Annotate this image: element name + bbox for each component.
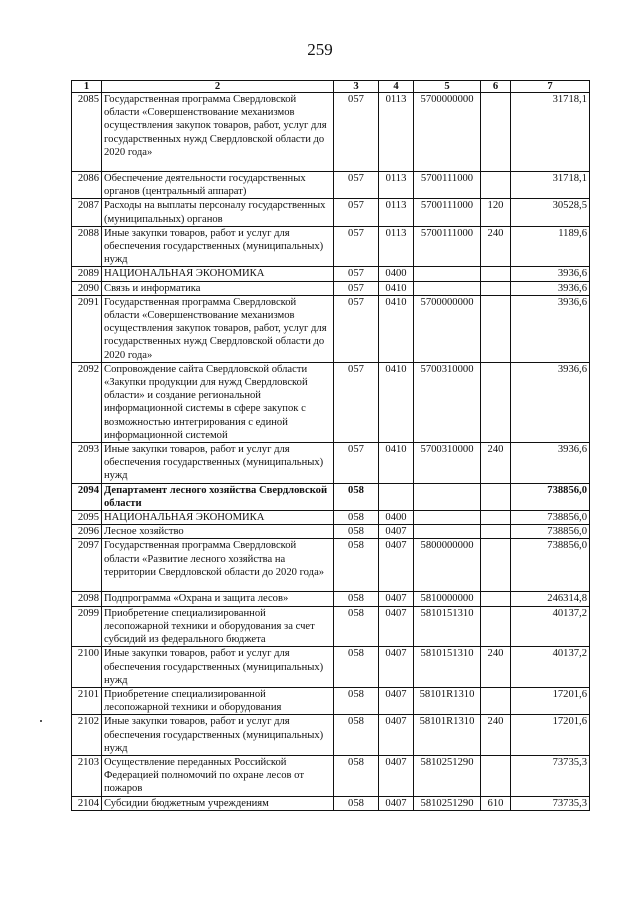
amount-cell: 3936,6 — [511, 362, 590, 442]
row-number-cell: 2089 — [72, 267, 102, 281]
row-number-cell: 2085 — [72, 93, 102, 172]
amount-cell: 73735,3 — [511, 755, 590, 796]
row-number-cell: 2087 — [72, 199, 102, 226]
department-code-cell: 058 — [334, 796, 379, 810]
expense-type-cell — [481, 295, 511, 362]
table-row — [72, 592, 590, 606]
section-code-cell: 0113 — [379, 172, 414, 199]
amount-cell: 246314,8 — [511, 592, 590, 606]
expense-type-cell — [481, 687, 511, 714]
department-code-cell: 057 — [334, 93, 379, 172]
department-code-cell: 057 — [334, 443, 379, 484]
target-article-cell: 5700310000 — [414, 443, 481, 484]
section-code-cell: 0407 — [379, 796, 414, 810]
row-number-cell: 2093 — [72, 443, 102, 484]
target-article-cell: 5810251290 — [414, 796, 481, 810]
department-code-cell: 058 — [334, 525, 379, 539]
expense-name-cell: НАЦИОНАЛЬНАЯ ЭКОНОМИКА — [102, 511, 334, 525]
amount-cell: 30528,5 — [511, 199, 590, 226]
section-code-cell: 0407 — [379, 687, 414, 714]
target-article-cell — [414, 511, 481, 525]
expense-type-cell — [481, 281, 511, 295]
row-number-cell: 2104 — [72, 796, 102, 810]
table-row — [72, 483, 590, 510]
row-number-cell: 2092 — [72, 362, 102, 442]
expense-name-cell: Приобретение специализированной лесопожарной техники и оборудования за счет субсидий из федерального бюджета — [102, 606, 334, 647]
department-code-cell: 057 — [334, 199, 379, 226]
expense-type-cell — [481, 755, 511, 796]
amount-cell: 31718,1 — [511, 172, 590, 199]
section-code-cell: 0410 — [379, 295, 414, 362]
expense-name-cell: Иные закупки товаров, работ и услуг для обеспечения государственных (муниципальных) нужд — [102, 715, 334, 756]
expense-name-cell: Государственная программа Свердловской области «Совершенствование механизмов осуществления закупок товаров, работ, услуг для государственных нужд Свердловской области до 2020 года» — [102, 295, 334, 362]
department-code-cell: 058 — [334, 687, 379, 714]
target-article-cell: 5800000000 — [414, 539, 481, 592]
row-number-cell: 2100 — [72, 647, 102, 688]
expense-name-cell: НАЦИОНАЛЬНАЯ ЭКОНОМИКА — [102, 267, 334, 281]
row-number-cell: 2102 — [72, 715, 102, 756]
section-code-cell: 0407 — [379, 606, 414, 647]
expense-type-cell — [481, 592, 511, 606]
table-row — [72, 281, 590, 295]
amount-cell: 738856,0 — [511, 511, 590, 525]
expense-type-cell: 120 — [481, 199, 511, 226]
table-row — [72, 199, 590, 226]
expense-type-cell: 610 — [481, 796, 511, 810]
expense-name-cell: Приобретение специализированной лесопожарной техники и оборудования — [102, 687, 334, 714]
target-article-cell: 5700000000 — [414, 93, 481, 172]
target-article-cell: 5700111000 — [414, 172, 481, 199]
amount-cell: 40137,2 — [511, 606, 590, 647]
expense-name-cell: Связь и информатика — [102, 281, 334, 295]
department-code-cell: 057 — [334, 226, 379, 267]
amount-cell: 1189,6 — [511, 226, 590, 267]
row-number-cell: 2097 — [72, 539, 102, 592]
expense-name-cell: Сопровождение сайта Свердловской области «Закупки продукции для нужд Свердловской области» и создание региональной информационной системы в сфере закупок с возможностью интегрирования с единой информационной системой — [102, 362, 334, 442]
table-row — [72, 511, 590, 525]
target-article-cell: 58101R1310 — [414, 687, 481, 714]
header-col-4: 4 — [379, 81, 414, 93]
section-code-cell: 0113 — [379, 93, 414, 172]
table-row — [72, 755, 590, 796]
row-number-cell: 2101 — [72, 687, 102, 714]
target-article-cell: 5810251290 — [414, 755, 481, 796]
amount-cell: 17201,6 — [511, 715, 590, 756]
expense-name-cell: Государственная программа Свердловской области «Совершенствование механизмов осуществления закупок товаров, работ, услуг для государственных нужд Свердловской области до 2020 года» — [102, 93, 334, 172]
department-code-cell: 058 — [334, 539, 379, 592]
amount-cell: 3936,6 — [511, 295, 590, 362]
expense-type-cell — [481, 525, 511, 539]
row-number-cell: 2088 — [72, 226, 102, 267]
department-code-cell: 058 — [334, 592, 379, 606]
header-col-5: 5 — [414, 81, 481, 93]
expense-type-cell — [481, 483, 511, 510]
department-code-cell: 058 — [334, 606, 379, 647]
header-col-6: 6 — [481, 81, 511, 93]
table-row — [72, 443, 590, 484]
department-code-cell: 058 — [334, 647, 379, 688]
expense-name-cell: Иные закупки товаров, работ и услуг для обеспечения государственных (муниципальных) нужд — [102, 647, 334, 688]
table-row — [72, 525, 590, 539]
scan-speck — [40, 720, 42, 722]
section-code-cell: 0407 — [379, 525, 414, 539]
department-code-cell: 058 — [334, 755, 379, 796]
amount-cell: 40137,2 — [511, 647, 590, 688]
expense-name-cell: Иные закупки товаров, работ и услуг для обеспечения государственных (муниципальных) нужд — [102, 443, 334, 484]
amount-cell: 3936,6 — [511, 443, 590, 484]
expense-type-cell — [481, 93, 511, 172]
expense-type-cell: 240 — [481, 647, 511, 688]
department-code-cell: 057 — [334, 172, 379, 199]
row-number-cell: 2086 — [72, 172, 102, 199]
amount-cell: 3936,6 — [511, 281, 590, 295]
department-code-cell: 058 — [334, 715, 379, 756]
section-code-cell: 0410 — [379, 443, 414, 484]
section-code-cell: 0407 — [379, 647, 414, 688]
expense-type-cell: 240 — [481, 443, 511, 484]
department-code-cell: 057 — [334, 281, 379, 295]
expense-name-cell: Департамент лесного хозяйства Свердловской области — [102, 483, 334, 510]
expense-name-cell: Подпрограмма «Охрана и защита лесов» — [102, 592, 334, 606]
expense-type-cell: 240 — [481, 226, 511, 267]
expense-type-cell — [481, 606, 511, 647]
target-article-cell: 58101R1310 — [414, 715, 481, 756]
table-row — [72, 796, 590, 810]
header-col-7: 7 — [511, 81, 590, 93]
target-article-cell: 5700111000 — [414, 199, 481, 226]
expense-type-cell: 240 — [481, 715, 511, 756]
page-number: 259 — [307, 40, 333, 59]
header-col-1: 1 — [72, 81, 102, 93]
row-number-cell: 2099 — [72, 606, 102, 647]
budget-table — [71, 80, 590, 811]
section-code-cell: 0410 — [379, 281, 414, 295]
header-col-3: 3 — [334, 81, 379, 93]
amount-cell: 738856,0 — [511, 539, 590, 592]
table-row — [72, 647, 590, 688]
section-code-cell: 0400 — [379, 511, 414, 525]
amount-cell: 73735,3 — [511, 796, 590, 810]
department-code-cell: 057 — [334, 295, 379, 362]
expense-name-cell: Субсидии бюджетным учреждениям — [102, 796, 334, 810]
target-article-cell — [414, 483, 481, 510]
table-row — [72, 226, 590, 267]
table-row — [72, 267, 590, 281]
target-article-cell — [414, 267, 481, 281]
target-article-cell: 5810151310 — [414, 647, 481, 688]
table-row — [72, 687, 590, 714]
expense-type-cell — [481, 362, 511, 442]
department-code-cell: 057 — [334, 267, 379, 281]
section-code-cell — [379, 483, 414, 510]
header-col-2: 2 — [102, 81, 334, 93]
section-code-cell: 0407 — [379, 755, 414, 796]
section-code-cell: 0407 — [379, 539, 414, 592]
row-number-cell: 2096 — [72, 525, 102, 539]
section-code-cell: 0407 — [379, 715, 414, 756]
row-number-cell: 2091 — [72, 295, 102, 362]
expense-type-cell — [481, 539, 511, 592]
expense-name-cell: Иные закупки товаров, работ и услуг для обеспечения государственных (муниципальных) нужд — [102, 226, 334, 267]
target-article-cell: 5810151310 — [414, 606, 481, 647]
expense-type-cell — [481, 511, 511, 525]
expense-name-cell: Расходы на выплаты персоналу государственных (муниципальных) органов — [102, 199, 334, 226]
expense-name-cell: Государственная программа Свердловской области «Развитие лесного хозяйства на территории Свердловской области до 2020 года» — [102, 539, 334, 592]
expense-type-cell — [481, 172, 511, 199]
row-number-cell: 2095 — [72, 511, 102, 525]
target-article-cell: 5810000000 — [414, 592, 481, 606]
target-article-cell — [414, 281, 481, 295]
row-number-cell: 2098 — [72, 592, 102, 606]
table-row — [72, 362, 590, 442]
table-row — [72, 715, 590, 756]
expense-name-cell: Лесное хозяйство — [102, 525, 334, 539]
expense-name-cell: Обеспечение деятельности государственных органов (центральный аппарат) — [102, 172, 334, 199]
section-code-cell: 0400 — [379, 267, 414, 281]
department-code-cell: 058 — [334, 511, 379, 525]
expense-name-cell: Осуществление переданных Российской Федерацией полномочий по охране лесов от пожаров — [102, 755, 334, 796]
table-row — [72, 295, 590, 362]
section-code-cell: 0407 — [379, 592, 414, 606]
section-code-cell: 0113 — [379, 199, 414, 226]
section-code-cell: 0113 — [379, 226, 414, 267]
table-row — [72, 93, 590, 172]
header-row — [72, 81, 590, 93]
row-number-cell: 2090 — [72, 281, 102, 295]
target-article-cell: 5700111000 — [414, 226, 481, 267]
amount-cell: 738856,0 — [511, 525, 590, 539]
target-article-cell: 5700310000 — [414, 362, 481, 442]
table-row — [72, 539, 590, 592]
row-number-cell: 2103 — [72, 755, 102, 796]
amount-cell: 17201,6 — [511, 687, 590, 714]
row-number-cell: 2094 — [72, 483, 102, 510]
expense-type-cell — [481, 267, 511, 281]
section-code-cell: 0410 — [379, 362, 414, 442]
amount-cell: 31718,1 — [511, 93, 590, 172]
target-article-cell — [414, 525, 481, 539]
amount-cell: 738856,0 — [511, 483, 590, 510]
table-row — [72, 606, 590, 647]
target-article-cell: 5700000000 — [414, 295, 481, 362]
department-code-cell: 058 — [334, 483, 379, 510]
table-row — [72, 172, 590, 199]
amount-cell: 3936,6 — [511, 267, 590, 281]
department-code-cell: 057 — [334, 362, 379, 442]
